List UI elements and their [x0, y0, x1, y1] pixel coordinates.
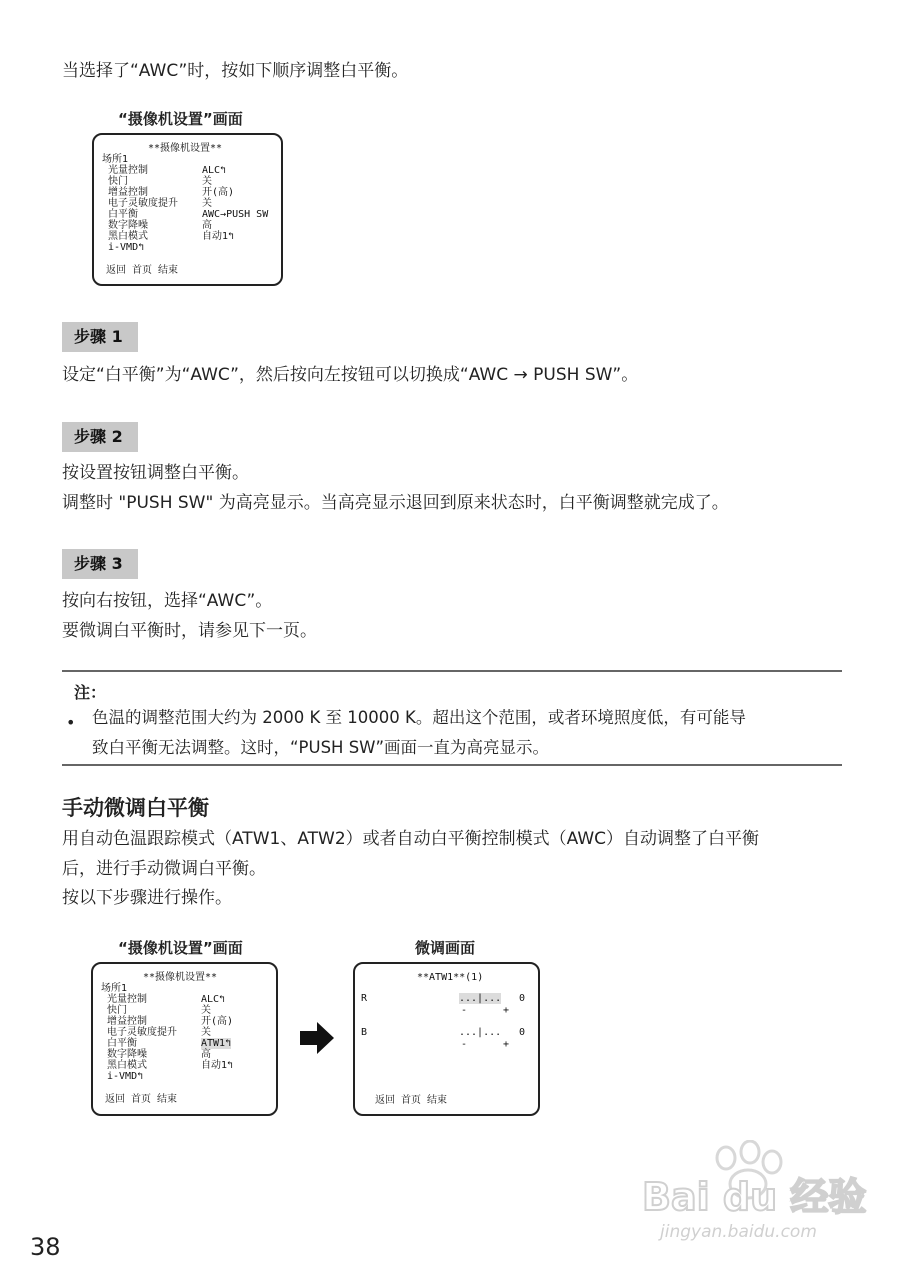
row-value: 自动1↰ — [201, 1060, 234, 1071]
intro-text: 当选择了“AWC”时，按如下顺序调整白平衡。 — [62, 61, 409, 81]
screen-footer: 返回 首页 结束 — [105, 1094, 178, 1105]
step3-label: 步骤 3 — [62, 549, 138, 579]
note-line: 致白平衡无法调整。这时，“PUSH SW”画面一直为高亮显示。 — [92, 738, 550, 757]
step2-line: 按设置按钮调整白平衡。 — [62, 463, 249, 483]
row-label: 增益控制 — [108, 187, 148, 198]
note-line: 色温的调整范围大约为 2000 K 至 10000 K。超出这个范围，或者环境照度低，有可能导 — [92, 708, 746, 727]
row-value: 关 — [202, 198, 212, 209]
b-scale: ...|... — [459, 1027, 502, 1038]
note-top-rule — [62, 670, 842, 672]
screen-location: 场所1 — [102, 154, 129, 165]
r-label: R — [361, 993, 368, 1004]
note-bottom-rule — [62, 764, 842, 766]
row-extra: i-VMD↰ — [107, 1071, 144, 1082]
screen2-caption: “摄像机设置”画面 — [118, 939, 243, 957]
row-label: 黑白模式 — [108, 231, 148, 242]
r-scale: ...|... — [459, 993, 502, 1004]
r-plus: + — [503, 1005, 510, 1016]
watermark-url: jingyan.baidu.com — [660, 1222, 817, 1242]
row-label: 快门 — [108, 176, 128, 187]
b-minus: - — [461, 1039, 468, 1050]
step1-text: 设定“白平衡”为“AWC”，然后按向左按钮可以切换成“AWC → PUSH SW”。 — [62, 365, 639, 385]
screen-title: **摄像机设置** — [148, 143, 223, 154]
row-label: 白平衡 — [108, 209, 138, 220]
screen1-caption: “摄像机设置”画面 — [118, 110, 243, 128]
row-value: 关 — [201, 1027, 211, 1038]
right-arrow-icon — [300, 1022, 334, 1054]
camera-setup-screen-1 — [92, 133, 283, 286]
baidu-watermark — [640, 1140, 867, 1250]
fine-adjust-screen — [353, 962, 540, 1116]
step2-line: 调整时 "PUSH SW" 为高亮显示。当高亮显示退回到原来状态时，白平衡调整就完成了。 — [62, 493, 729, 513]
row-value: 开(高) — [202, 187, 235, 198]
row-label: 电子灵敏度提升 — [108, 198, 178, 209]
row-value: 高 — [201, 1049, 211, 1060]
row-label: 快门 — [107, 1005, 127, 1016]
screen3-caption: 微调画面 — [415, 939, 476, 957]
row-value: ALC↰ — [201, 994, 226, 1005]
row-value: 高 — [202, 220, 212, 231]
screen-title: **摄像机设置** — [143, 972, 218, 983]
row-label: 白平衡 — [107, 1038, 137, 1049]
screen-title: **ATW1**(1) — [417, 972, 484, 983]
row-label: 光量控制 — [108, 165, 148, 176]
row-label: 增益控制 — [107, 1016, 147, 1027]
row-value: ALC↰ — [202, 165, 227, 176]
row-value: AWC→PUSH SW — [202, 209, 269, 220]
row-value: 自动1↰ — [202, 231, 235, 242]
step1-label: 步骤 1 — [62, 322, 138, 352]
r-minus: - — [461, 1005, 468, 1016]
note-title: 注： — [74, 683, 107, 702]
b-value: 0 — [519, 1027, 526, 1038]
row-extra: i-VMD↰ — [108, 242, 145, 253]
row-label: 数字降噪 — [107, 1049, 147, 1060]
b-label: B — [361, 1027, 368, 1038]
row-value: 关 — [202, 176, 212, 187]
camera-setup-screen-2 — [91, 962, 278, 1116]
section-line: 用自动色温跟踪模式（ATW1、ATW2）或者自动白平衡控制模式（AWC）自动调整了白平衡 — [62, 829, 760, 849]
section-line: 后，进行手动微调白平衡。 — [62, 859, 266, 879]
screen-location: 场所1 — [101, 983, 128, 994]
step3-line: 按向右按钮，选择“AWC”。 — [62, 591, 273, 611]
screen-footer: 返回 首页 结束 — [106, 265, 179, 276]
section-line: 按以下步骤进行操作。 — [62, 888, 232, 908]
screen-footer: 返回 首页 结束 — [375, 1095, 448, 1106]
page-number: 38 — [30, 1233, 61, 1261]
watermark-brand: Bai du 经验 — [642, 1175, 867, 1219]
row-label: 光量控制 — [107, 994, 147, 1005]
step2-label: 步骤 2 — [62, 422, 138, 452]
row-label: 电子灵敏度提升 — [107, 1027, 177, 1038]
row-label: 黑白模式 — [107, 1060, 147, 1071]
row-value: 关 — [201, 1005, 211, 1016]
b-plus: + — [503, 1039, 510, 1050]
section-title: 手动微调白平衡 — [62, 796, 209, 820]
r-value: 0 — [519, 993, 526, 1004]
row-label: 数字降噪 — [108, 220, 148, 231]
step3-line: 要微调白平衡时，请参见下一页。 — [62, 621, 317, 641]
note-bullet: • — [66, 713, 76, 732]
row-value-highlighted: ATW1↰ — [201, 1038, 232, 1049]
row-value: 开(高) — [201, 1016, 234, 1027]
